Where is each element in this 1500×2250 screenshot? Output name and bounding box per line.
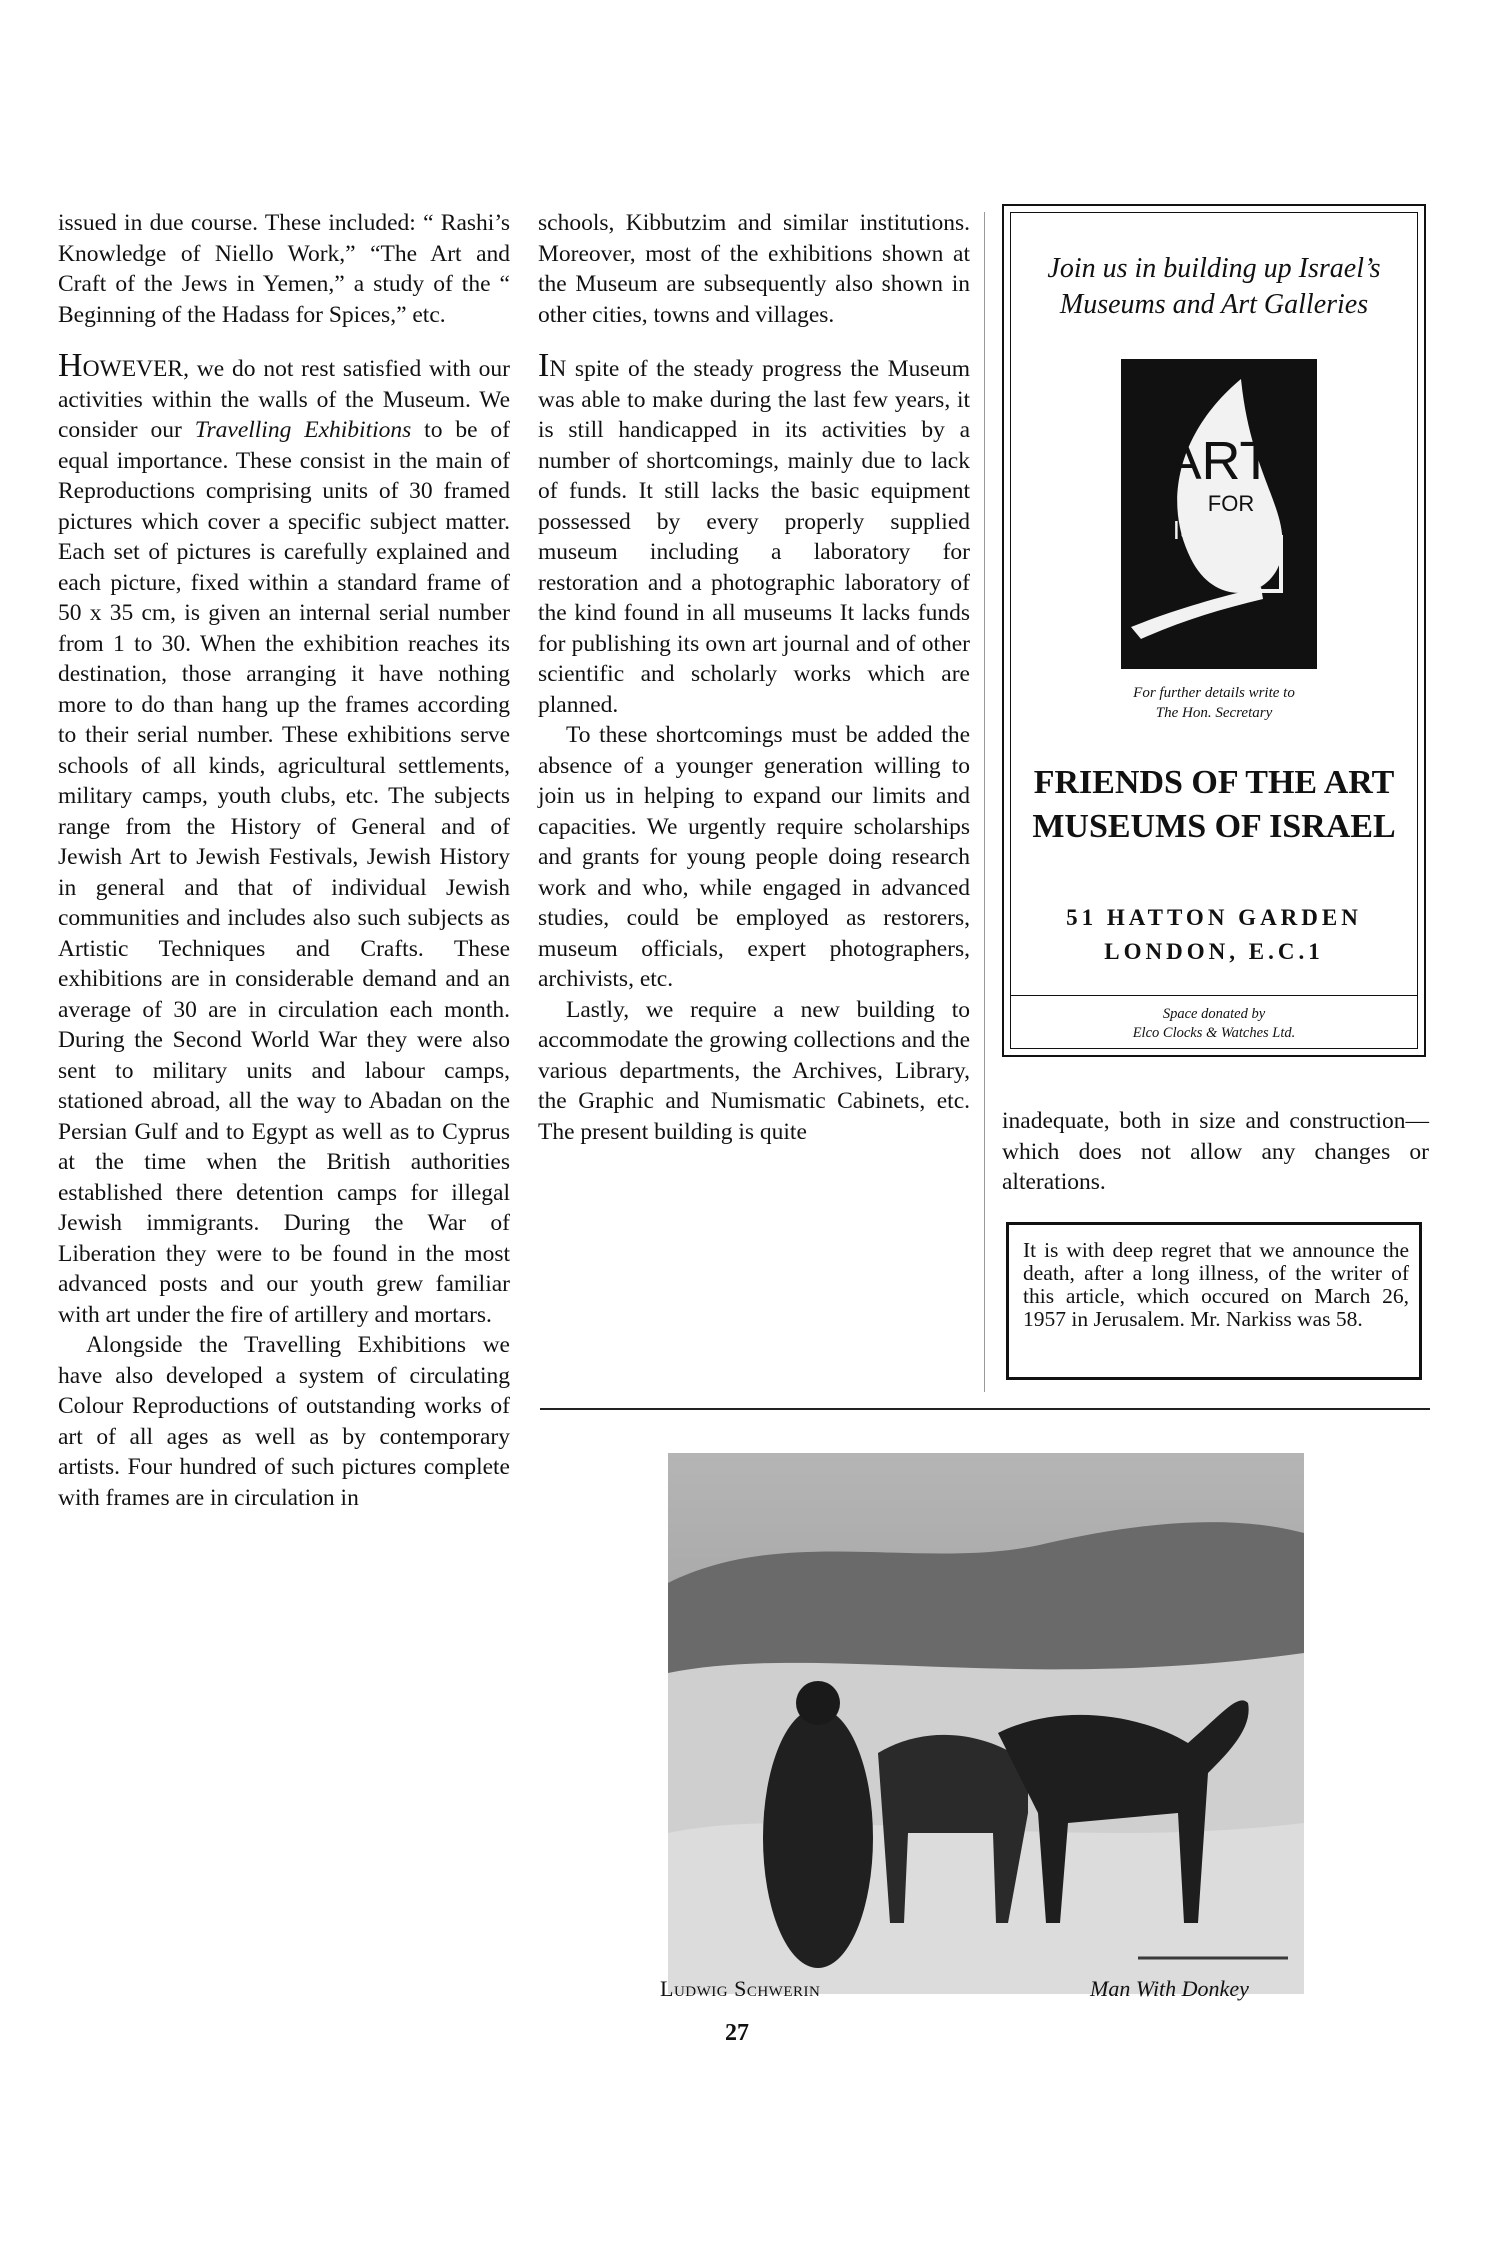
drop-cap: H	[58, 347, 83, 384]
paragraph: IN spite of the steady progress the Museum was able to make during the last few years, it is still handicapped in its activities by a number of shortcomings, mainly due to lack of funds. It still lacks the basic equipment possessed by every properly supplied museum including a laboratory for restoration and a photographic laboratory of the kind found in all museums It lacks funds for publishing its own art journal and of other scientific and scholarly works which are planned.	[538, 347, 970, 718]
paragraph: issued in due course. These included: “ Rashi’s Knowledge of Niello Work,” “The Art and Craft of the Jews in Yemen,” a study of the “ Beginning of the Hadass for Spices,” etc.	[58, 210, 510, 328]
figure-title-caption: Man With Donkey	[1090, 1976, 1249, 2001]
paragraph: To these shortcomings must be added the absence of a younger generation willing to join us in helping to expand our limits and capacities. We urgently require scholarships and grants for young people doing research work and who, while engaged in advanced studies, could be employed as restorers, museum officials, expert photographers, archivists, etc.	[538, 722, 970, 992]
paragraph: schools, Kibbutzim and similar institutions. Moreover, most of the exhibitions shown at the Museum are subsequently also shown in other cities, towns and villages.	[538, 210, 970, 328]
paragraph: HOWEVER, we do not rest satisfied with our activities within the walls of the Museum. We consider our Travelling Exhibitions to be of equal importance. These consist in the main of Reproductions comprising units of 30 framed pictures which cover a specific subject matter. Each set of pictures is carefully explained and each picture, fixed within a standard frame of 50 x 35 cm, is given an internal serial number from 1 to 30. When the exhibition reaches its destination, those arranging it have nothing more to do than hang up the frames according to their serial number. These exhibitions serve schools of all kinds, agricultural settlements, military camps, youth clubs, etc. The subjects range from the History of General and of Jewish Art to Jewish Festivals, Jewish History in general and that of individual Jewish communities and includes also such subjects as Artistic Techniques and Crafts. These exhibitions are in considerable demand and an average of 30 are in circulation each month. During the Second World War they were also sent to military units and labour camps, stationed abroad, all the way to Abadan on the Persian Gulf and to Egypt as well as to Cyprus at the time when the British authorities established there detention camps for illegal Jewish immigrants. During the War of Liberation they were to be found in the most advanced posts and our youth grew familiar with art under the fire of artillery and mortars.	[58, 347, 510, 1328]
advertisement-box	[1002, 204, 1426, 1057]
page-number: 27	[725, 2020, 749, 2046]
advertisement-inner-frame	[1010, 212, 1418, 1049]
obituary-notice: It is with deep regret that we announce the death, after a long illness, of the writer of this article, which occured on March 26, 1957 in Jerusalem. Mr. Narkiss was 58.	[1006, 1222, 1422, 1380]
logo-graphic	[1121, 359, 1317, 669]
article-column-3	[1002, 1106, 1429, 1198]
article-column-1	[58, 208, 510, 1513]
ad-headline: Join us in building up Israel’s Museums and Art Galleries	[1047, 253, 1381, 320]
figure-artist-caption: Ludwig Schwerin	[660, 1976, 821, 2001]
paragraph: inadequate, both in size and construction—which does not allow any changes or alterations.	[1002, 1108, 1429, 1195]
ad-contact-note: For further details write to The Hon. Secretary	[1133, 685, 1295, 721]
column-divider	[984, 212, 985, 1392]
logo-text: ART	[1165, 431, 1273, 491]
painting-graphic	[668, 1453, 1304, 1994]
drop-cap: I	[538, 347, 550, 384]
ad-divider	[1011, 995, 1417, 996]
svg-text:ISRAEL: ISRAEL	[1172, 515, 1266, 545]
art-for-israel-logo	[1121, 359, 1317, 669]
painting-image	[668, 1453, 1304, 1994]
ad-sponsor: Space donated by Elco Clocks & Watches Ltd.	[1132, 1006, 1296, 1041]
horizontal-rule	[540, 1408, 1430, 1410]
paragraph: Alongside the Travelling Exhibitions we have also developed a system of circulating Colour Reproductions of outstanding works of art of all ages as well as by contemporary artists. Four hundred of such pictures complete with frames are in circulation in	[58, 1332, 510, 1511]
svg-text:FOR: FOR	[1207, 491, 1255, 516]
article-column-2	[538, 208, 970, 1147]
ad-organization-name: FRIENDS OF THE ART MUSEUMS OF ISRAEL	[1032, 764, 1396, 845]
paragraph: Lastly, we require a new building to accommodate the growing collections and the various departments, the Archives, Library, the Graphic and Numismatic Cabinets, etc. The present building is quite	[538, 996, 970, 1145]
ad-address: 51 HATTON GARDEN LONDON, E.C.1	[1066, 905, 1362, 964]
